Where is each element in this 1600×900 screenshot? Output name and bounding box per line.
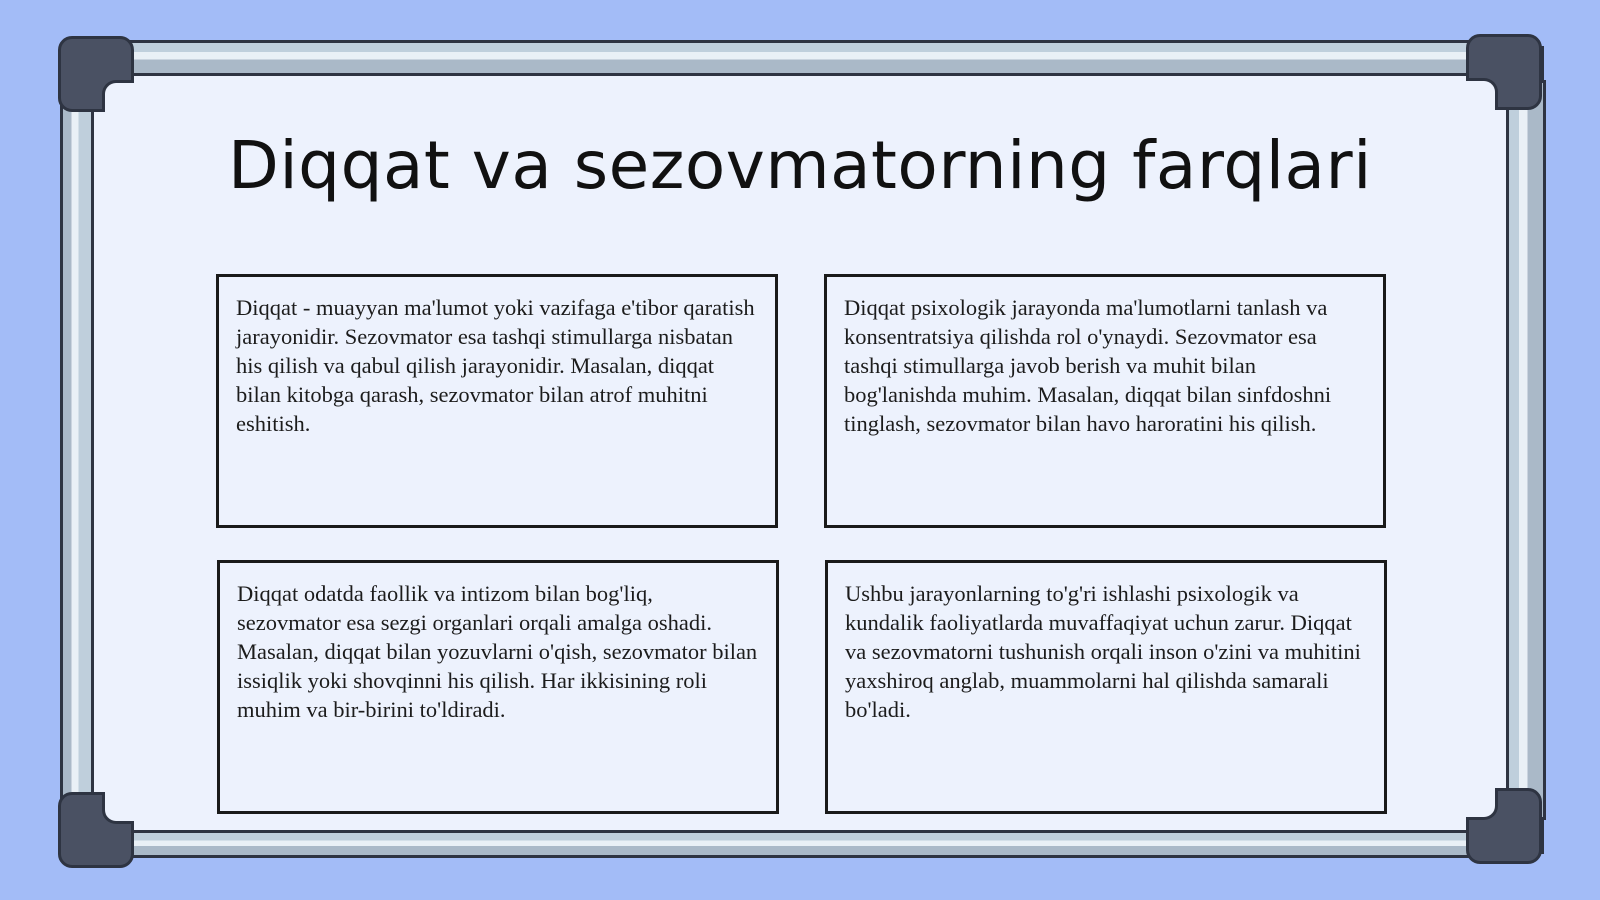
frame-corner-top-right — [1466, 34, 1542, 110]
text-card-2: Diqqat psixologik jarayonda ma'lumotlarni tanlash va konsentratsiya qilishda rol o'ynaydi. Sezovmator esa tashqi stimullarga javob berish va muhit bilan bog'lanishda muhim. Masalan, diqqat bilan sinfdoshni tinglash, sezovmator bilan havo haroratini his qilish. — [824, 274, 1386, 528]
text-card-3: Diqqat odatda faollik va intizom bilan bog'liq, sezovmator esa sezgi organlari orqali amalga oshadi. Masalan, diqqat bilan yozuvlarni o'qish, sezovmator bilan issiqlik yoki shovqinni his qilish. Har ikkisining roli muhim va bir-birini to'ldiradi. — [217, 560, 779, 814]
text-card-4: Ushbu jarayonlarning to'g'ri ishlashi psixologik va kundalik faoliyatlarda muvaffaqiyat uchun zarur. Diqqat va sezovmatorni tushunish orqali inson o'zini va muhitini yaxshiroq anglab, muammolarni hal qilishda samarali bo'ladi. — [825, 560, 1387, 814]
frame-corner-top-left — [58, 36, 134, 112]
slide-title: Diqqat va sezovmatorning farqlari — [228, 127, 1372, 204]
whiteboard-frame-bottom — [80, 830, 1480, 858]
frame-corner-bottom-left — [58, 792, 134, 868]
whiteboard-frame-top — [80, 40, 1480, 76]
frame-corner-bottom-right — [1466, 788, 1542, 864]
whiteboard-frame-left — [60, 80, 94, 820]
whiteboard-frame-right — [1506, 80, 1546, 820]
text-card-1: Diqqat - muayyan ma'lumot yoki vazifaga e'tibor qaratish jarayonidir. Sezovmator esa tashqi stimullarga nisbatan his qilish va qabul qilish jarayonidir. Masalan, diqqat bilan kitobga qarash, sezovmator bilan atrof muhitni eshitish. — [216, 274, 778, 528]
